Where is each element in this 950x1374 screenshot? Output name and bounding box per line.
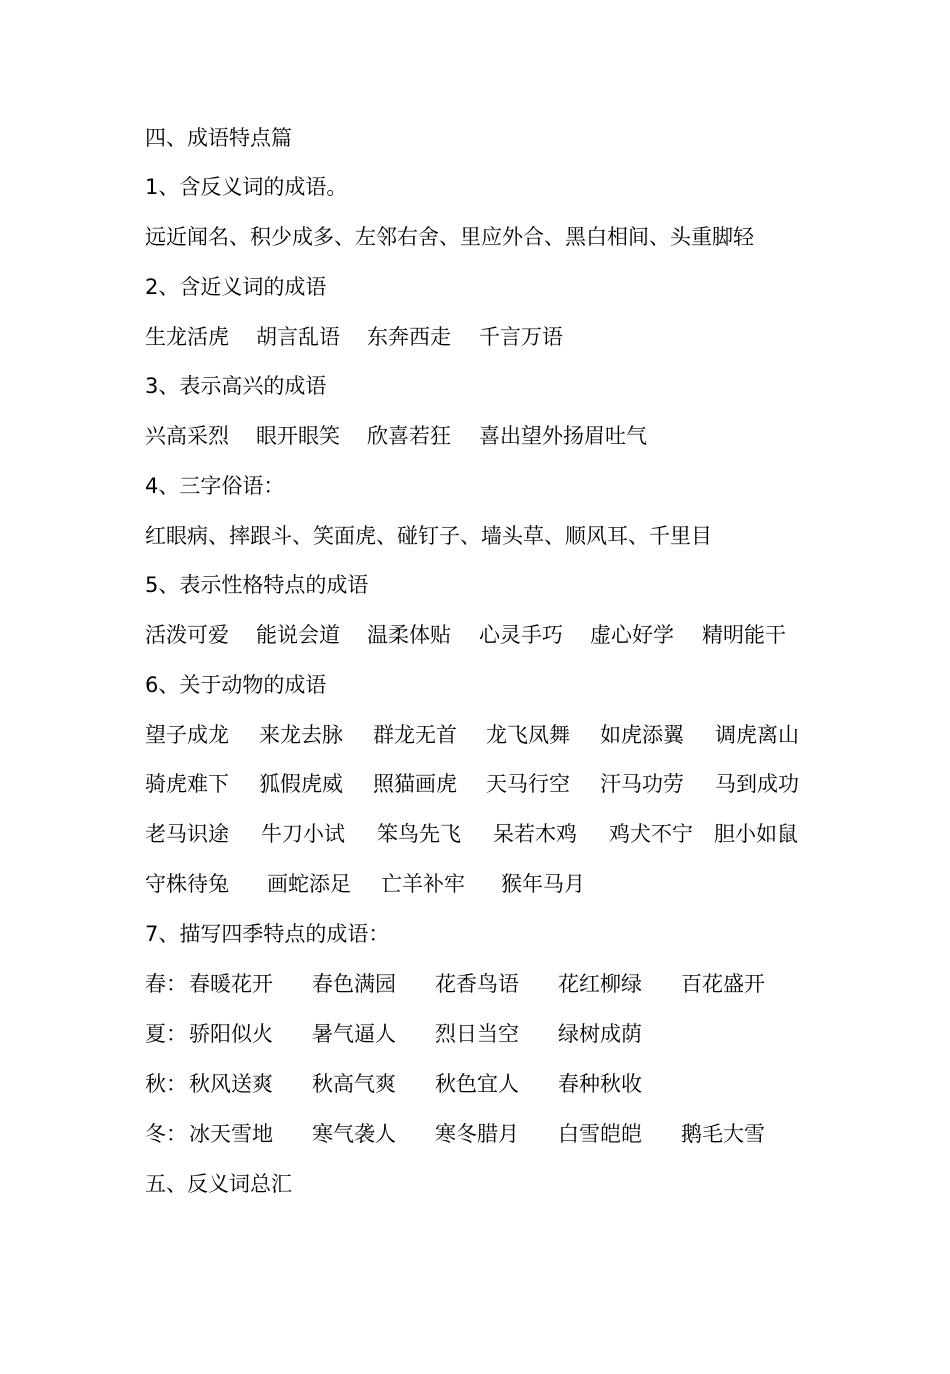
season-row-autumn (145, 1068, 642, 1100)
item3-heading: 3、表示高兴的成语 (145, 374, 327, 398)
season-row-summer (145, 1018, 642, 1050)
idiom: 马到成功 (715, 772, 799, 796)
idiom: 鹅毛大雪 (681, 1122, 765, 1146)
idiom: 胆小如鼠 (714, 822, 798, 846)
item1-content: 远近闻名、积少成多、左邻右舍、里应外合、黑白相间、头重脚轻 (145, 225, 754, 249)
idiom: 胡言乱语 (256, 325, 340, 349)
item6-idiom-row (145, 768, 799, 800)
item1-heading: 1、含反义词的成语。 (145, 175, 348, 199)
item7-heading: 7、描写四季特点的成语： (145, 922, 390, 946)
season-row-winter (145, 1118, 765, 1150)
idiom: 群龙无首 (373, 723, 457, 747)
section-five-heading: 五、反义词总汇 (145, 1172, 292, 1196)
idiom: 生龙活虎 (145, 325, 229, 349)
idiom: 东奔西走 (367, 325, 451, 349)
idiom: 望子成龙 (145, 723, 229, 747)
idiom: 老马识途 (145, 822, 229, 846)
idiom: 呆若木鸡 (493, 822, 577, 846)
item4-heading: 4、三字俗语： (145, 474, 285, 498)
idiom: 狐假虎威 (259, 772, 343, 796)
idiom: 春色满园 (312, 972, 396, 996)
idiom: 暑气逼人 (312, 1022, 396, 1046)
idiom: 秋风送爽 (189, 1072, 273, 1096)
season-label: 夏： (145, 1022, 187, 1046)
idiom: 寒冬腊月 (435, 1122, 519, 1146)
section-four-heading: 四、成语特点篇 (145, 126, 292, 150)
idiom: 骑虎难下 (145, 772, 229, 796)
idiom: 寒气袭人 (312, 1122, 396, 1146)
idiom: 春种秋收 (558, 1072, 642, 1096)
idiom: 百花盛开 (681, 972, 765, 996)
season-label: 秋： (145, 1072, 187, 1096)
idiom: 如虎添翼 (600, 723, 684, 747)
idiom: 兴高采烈 (145, 424, 229, 448)
idiom: 亡羊补牢 (381, 872, 465, 896)
item6-idiom-row (145, 868, 585, 900)
idiom: 猴年马月 (501, 872, 585, 896)
idiom: 龙飞凤舞 (486, 723, 570, 747)
idiom: 虚心好学 (590, 623, 674, 647)
item4-content: 红眼病、摔跟斗、笑面虎、碰钉子、墙头草、顺风耳、千里目 (145, 524, 712, 548)
idiom: 照猫画虎 (373, 772, 457, 796)
idiom: 骄阳似火 (189, 1022, 273, 1046)
item2-idiom-row (145, 321, 563, 353)
idiom: 花红柳绿 (558, 972, 642, 996)
idiom: 秋色宜人 (435, 1072, 519, 1096)
idiom: 欣喜若狂 (367, 424, 451, 448)
idiom: 笨鸟先飞 (377, 822, 461, 846)
item6-idiom-row (145, 818, 798, 850)
idiom: 牛刀小试 (261, 822, 345, 846)
item6-heading: 6、关于动物的成语 (145, 673, 327, 697)
idiom: 鸡犬不宁 (609, 822, 693, 846)
idiom: 活泼可爱 (145, 623, 229, 647)
idiom: 心灵手巧 (479, 623, 563, 647)
idiom: 眼开眼笑 (256, 424, 340, 448)
idiom: 来龙去脉 (259, 723, 343, 747)
idiom: 守株待兔 (145, 872, 229, 896)
idiom: 春暖花开 (189, 972, 273, 996)
idiom: 秋高气爽 (312, 1072, 396, 1096)
idiom: 温柔体贴 (367, 623, 451, 647)
idiom: 喜出望外扬眉吐气 (479, 424, 647, 448)
season-row-spring (145, 968, 765, 1000)
idiom: 烈日当空 (435, 1022, 519, 1046)
idiom: 天马行空 (486, 772, 570, 796)
idiom: 能说会道 (256, 623, 340, 647)
idiom: 汗马功劳 (600, 772, 684, 796)
season-label: 冬： (145, 1122, 187, 1146)
item2-heading: 2、含近义词的成语 (145, 275, 327, 299)
item5-idiom-row (145, 619, 786, 651)
idiom: 千言万语 (479, 325, 563, 349)
season-label: 春： (145, 972, 187, 996)
idiom: 调虎离山 (715, 723, 799, 747)
idiom: 花香鸟语 (435, 972, 519, 996)
item3-idiom-row (145, 420, 647, 452)
item5-heading: 5、表示性格特点的成语 (145, 573, 369, 597)
idiom: 画蛇添足 (267, 872, 351, 896)
idiom: 白雪皑皑 (558, 1122, 642, 1146)
idiom: 精明能干 (702, 623, 786, 647)
idiom: 冰天雪地 (189, 1122, 273, 1146)
item6-idiom-row (145, 719, 799, 751)
idiom: 绿树成荫 (558, 1022, 642, 1046)
